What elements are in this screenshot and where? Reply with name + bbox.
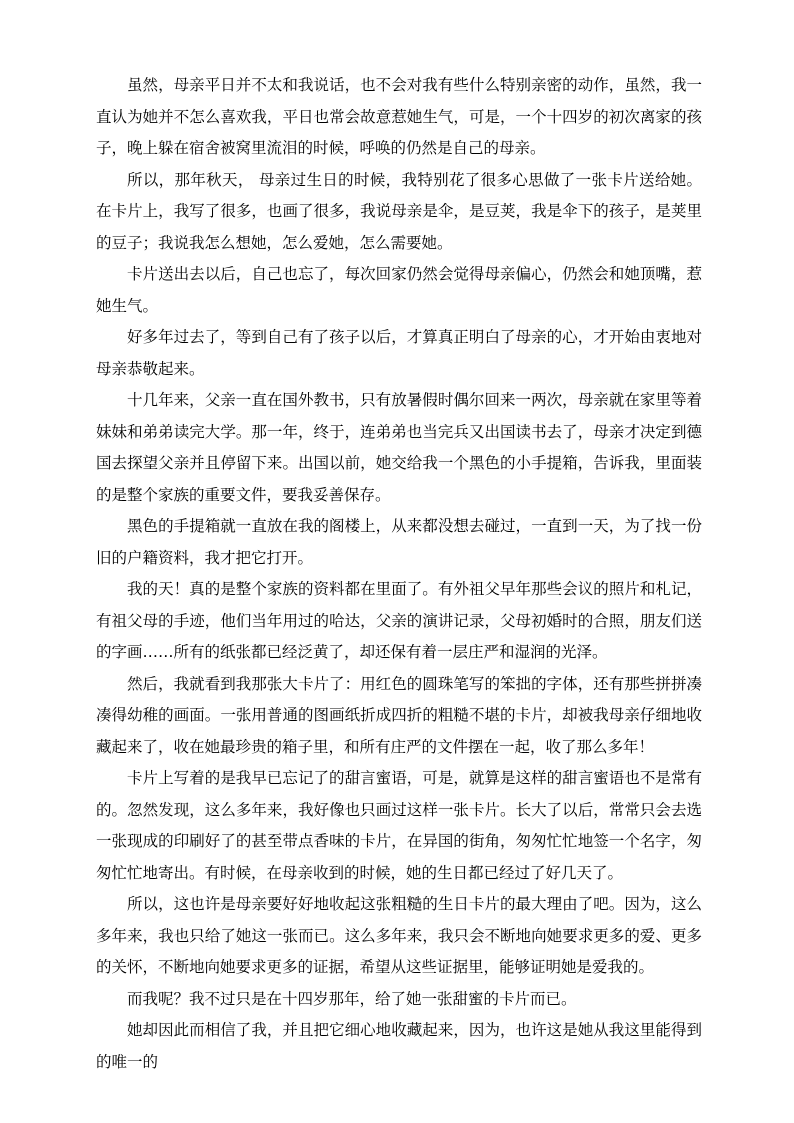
paragraph-5: 十几年来，父亲一直在国外教书，只有放暑假时偶尔回来一两次，母亲就在家里等着妹妹和弟弟读完大学。那一年，终于，连弟弟也当完兵又出国读书去了，母亲才决定到德国去探望父亲并且停留下来。出国以前，她交给我一个黑色的小手提箱，告诉我，里面装的是整个家族的重要文件，要我妥善保存。 [96, 391, 702, 504]
paragraph-1: 虽然，母亲平日并不太和我说话，也不会对我有些什么特别亲密的动作，虽然，我一直认为她并不怎么喜欢我，平日也常会故意惹她生气，可是，一个十四岁的初次离家的孩子，晚上躲在宿舍被窝里流泪的时候，呼唤的仍然是自己的母亲。 [96, 76, 702, 157]
paragraph-12: 她却因此而相信了我，并且把它细心地收藏起来，因为，也许这是她从我这里能得到的唯一的 [96, 1021, 702, 1071]
paragraph-3: 卡片送出去以后，自己也忘了，每次回家仍然会觉得母亲偏心，仍然会和她顶嘴，惹她生气。 [96, 265, 702, 315]
paragraph-9: 卡片上写着的是我早已忘记了的甜言蜜语，可是，就算是这样的甜言蜜语也不是常有的。忽然发现，这么多年来，我好像也只画过这样一张卡片。长大了以后，常常只会去选一张现成的印刷好了的甚至带点香味的卡片，在异国的街角，匆匆忙忙地签一个名字，匆匆忙忙地寄出。有时候，在母亲收到的时候，她的生日都已经过了好几天了。 [96, 769, 702, 882]
paragraph-10: 所以，这也许是母亲要好好地收起这张粗糙的生日卡片的最大理由了吧。因为，这么多年来，我也只给了她这一张而已。这么多年来，我只会不断地向她要求更多的爱、更多的关怀，不断地向她要求更多的证据，希望从这些证据里，能够证明她是爱我的。 [96, 895, 702, 976]
paragraph-6: 黑色的手提箱就一直放在我的阁楼上，从来都没想去碰过，一直到一天，为了找一份旧的户籍资料，我才把它打开。 [96, 517, 702, 567]
paragraph-11: 而我呢？我不过只是在十四岁那年，给了她一张甜蜜的卡片而已。 [127, 989, 577, 1008]
document-page [96, 70, 702, 1078]
paragraph-2: 所以，那年秋天， 母亲过生日的时候，我特别花了很多心思做了一张卡片送给她。在卡片上，我写了很多，也画了很多，我说母亲是伞，是豆荚，我是伞下的孩子，是荚里的豆子；我说我怎么想她，怎么爱她，怎么需要她。 [96, 170, 702, 252]
paragraph-4: 好多年过去了，等到自己有了孩子以后，才算真正明白了母亲的心，才开始由衷地对母亲恭敬起来。 [96, 328, 702, 378]
paragraph-7: 我的天！真的是整个家族的资料都在里面了。有外祖父早年那些会议的照片和札记，有祖父母的手迹，他们当年用过的哈达，父亲的演讲记录，父母初婚时的合照，朋友们送的字画……所有的纸张都已经泛黄了，却还保有着一层庄严和湿润的光泽。 [96, 580, 702, 661]
paragraph-8: 然后，我就看到我那张大卡片了：用红色的圆珠笔写的笨拙的字体，还有那些拼拼凑凑得幼稚的画面。一张用普通的图画纸折成四折的粗糙不堪的卡片，却被我母亲仔细地收藏起来了，收在她最珍贵的箱子里，和所有庄严的文件摆在一起，收了那么多年！ [96, 674, 702, 756]
